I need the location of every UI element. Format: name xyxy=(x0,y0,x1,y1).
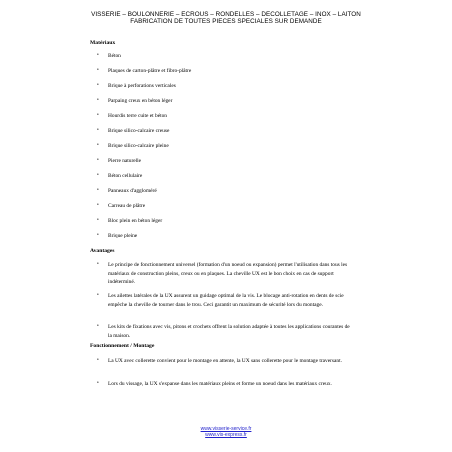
bullet-dot-icon: • xyxy=(97,262,99,267)
bullet-dot-icon: • xyxy=(97,381,99,386)
bullet-dot-icon: • xyxy=(97,188,99,193)
section-title-avantages: Avantages xyxy=(90,248,115,254)
bullet-dot-icon: • xyxy=(97,203,99,208)
bullet-dot-icon: • xyxy=(97,293,99,298)
bullet-dot-icon: • xyxy=(97,98,99,103)
bullet-dot-icon: • xyxy=(97,128,99,133)
bullet-dot-icon: • xyxy=(97,53,99,58)
bullet-dot-icon: • xyxy=(97,113,99,118)
document-header xyxy=(0,11,452,26)
bullet-dot-icon: • xyxy=(97,218,99,223)
footer-link-vis-express[interactable]: www.vis-express.fr xyxy=(205,432,247,439)
bullet-dot-icon: • xyxy=(97,358,99,363)
document-footer xyxy=(0,426,452,438)
bullet-dot-icon: • xyxy=(97,173,99,178)
footer-link-visserie-service[interactable]: www.visserie-service.fr xyxy=(200,426,252,432)
document-page: VISSERIE – BOULONNERIE – ECROUS – RONDELLES – DECOLLETAGE – INOX – LAITON FABRICATION DE TOUTES PIECES SPECIALES SUR DEMANDE Matériaux • Béton • Plaques de carton-plâtre et fibro-plâtre • Brique à perforations verticales • Parpaing creux en béton léger • Hourdis terre cuite et béton • Brique silico-calcaire creuse • Brique silico-calcaire pleine • Pierre naturelle • Béton cellulaire • Panneaux d'aggloméré • Carreau de plâtre • Bloc plein en béton léger • Brique pleine Avantages • Le principe de fonctionnement universel (formation d'un noeud ou expansion) permet l'utilisation dans tous les matériaux de construction pleins, creux ou en plaques. La cheville UX est le bon choix en cas de support indéterminé. • Les ailettes latérales de la UX assurent un guidage optimal de la vis. Le blocage anti-rotation en dents de scie empêche la cheville de tourner dans le trou. Ceci garantit un maximum de sécurité lors du montage. • Les kits de fixations avec vis, pitons et crochets offrent la solution adaptée à toutes les applications courantes de la maison. Fonctionnement / Montage • La UX avec collerette convient pour le montage en attente, la UX sans collerette pour le montage traversant. • Lors du vissage, la UX s'expanse dans les matériaux pleins et forme un noeud dans les matériaux creux. www.visserie-service.fr www.vis-express.fr xyxy=(0,0,452,452)
section-title-materiaux: Matériaux xyxy=(90,40,116,46)
section-title-fonctionnement: Fonctionnement / Montage xyxy=(90,343,155,349)
header-line-2: FABRICATION DE TOUTES PIECES SPECIALES SUR DEMANDE xyxy=(130,18,322,26)
bullet-dot-icon: • xyxy=(97,324,99,329)
bullet-dot-icon: • xyxy=(97,143,99,148)
header-line-1: VISSERIE – BOULONNERIE – ECROUS – RONDELLES – DECOLLETAGE – INOX – LAITON xyxy=(91,11,361,18)
bullet-dot-icon: • xyxy=(97,83,99,88)
bullet-dot-icon: • xyxy=(97,68,99,73)
bullet-dot-icon: • xyxy=(97,233,99,238)
bullet-dot-icon: • xyxy=(97,158,99,163)
